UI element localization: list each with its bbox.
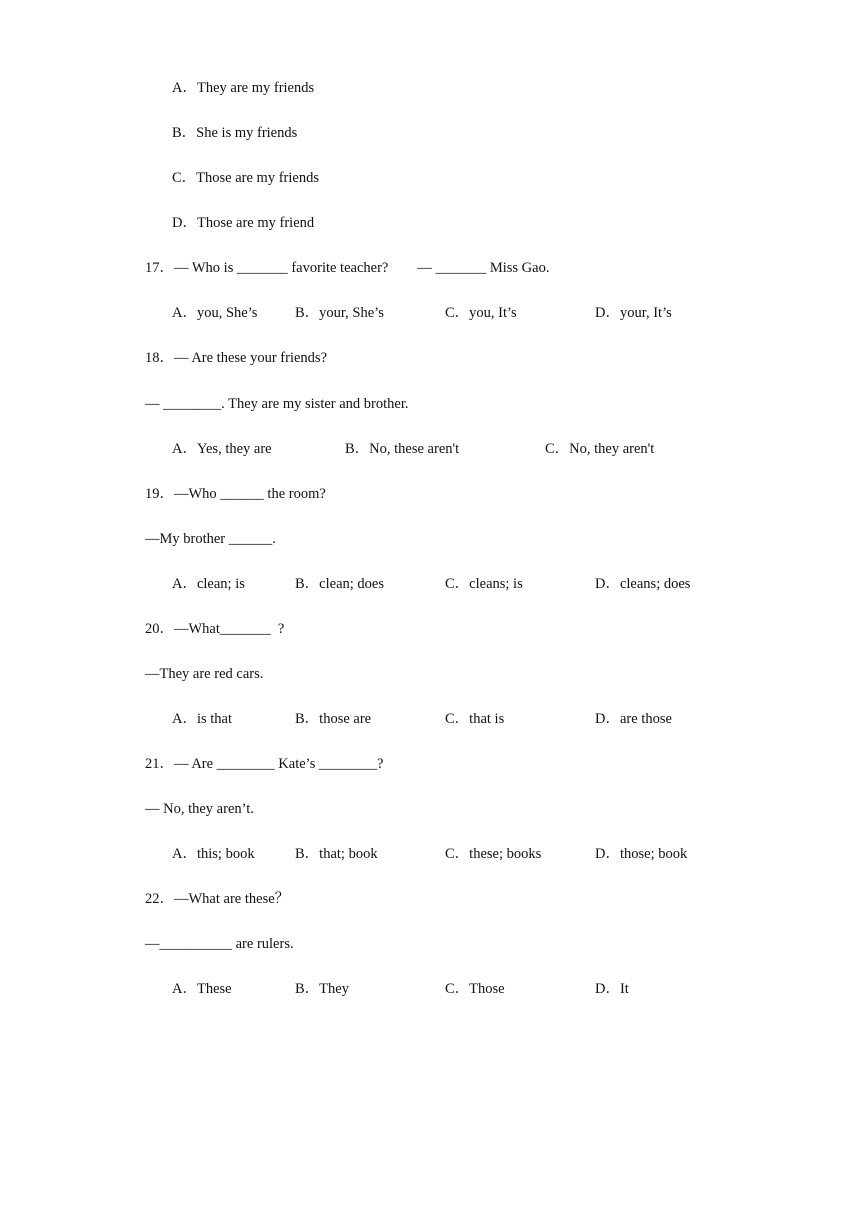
- q22-reply: —__________ are rulers.: [145, 936, 294, 952]
- q18-option-b: B．No, these aren't: [345, 441, 460, 457]
- q20-stem: 20．—What_______ ?: [145, 621, 285, 637]
- q19-stem: 19．—Who ______ the room?: [145, 486, 326, 502]
- q22-option-d: D．It: [595, 981, 629, 997]
- q22-option-c: C．Those: [445, 981, 505, 997]
- q19-option-d: D．cleans; does: [595, 576, 691, 592]
- q20-reply: —They are red cars.: [145, 666, 264, 682]
- q20-option-a: A．is that: [172, 711, 233, 727]
- q19-option-a: A．clean; is: [172, 576, 245, 592]
- q20-option-d: D．are those: [595, 711, 672, 727]
- q17-option-c: C．you, It’s: [445, 305, 517, 321]
- q16-option-a: A．They are my friends: [172, 80, 315, 96]
- q21-reply: — No, they aren’t.: [145, 801, 254, 817]
- q20-option-b: B．those are: [295, 711, 372, 727]
- q22-stem: 22．—What are these？: [145, 891, 290, 907]
- q17-option-a: A．you, She’s: [172, 305, 258, 321]
- q18-reply: — ________. They are my sister and brother.: [145, 396, 409, 412]
- q18-stem: 18．— Are these your friends?: [145, 350, 328, 366]
- q18-option-a: A．Yes, they are: [172, 441, 272, 457]
- q16-option-c: C．Those are my friends: [172, 170, 319, 186]
- q16-option-b: B．She is my friends: [172, 125, 298, 141]
- q22-option-b: B．They: [295, 981, 349, 997]
- q17-stem: 17．— Who is _______ favorite teacher? — _______ Miss Gao.: [145, 260, 550, 276]
- q21-option-c: C．these; books: [445, 846, 542, 862]
- q17-option-b: B．your, She’s: [295, 305, 384, 321]
- q21-option-b: B．that; book: [295, 846, 378, 862]
- q21-stem: 21．— Are ________ Kate’s ________?: [145, 756, 384, 772]
- q17-option-d: D．your, It’s: [595, 305, 672, 321]
- q18-option-c: C．No, they aren't: [545, 441, 655, 457]
- q19-option-c: C．cleans; is: [445, 576, 523, 592]
- q21-option-d: D．those; book: [595, 846, 688, 862]
- q22-option-a: A．These: [172, 981, 232, 997]
- q16-option-d: D．Those are my friend: [172, 215, 315, 231]
- q19-option-b: B．clean; does: [295, 576, 384, 592]
- q21-option-a: A．this; book: [172, 846, 255, 862]
- q20-option-c: C．that is: [445, 711, 505, 727]
- q19-reply: —My brother ______.: [145, 531, 276, 547]
